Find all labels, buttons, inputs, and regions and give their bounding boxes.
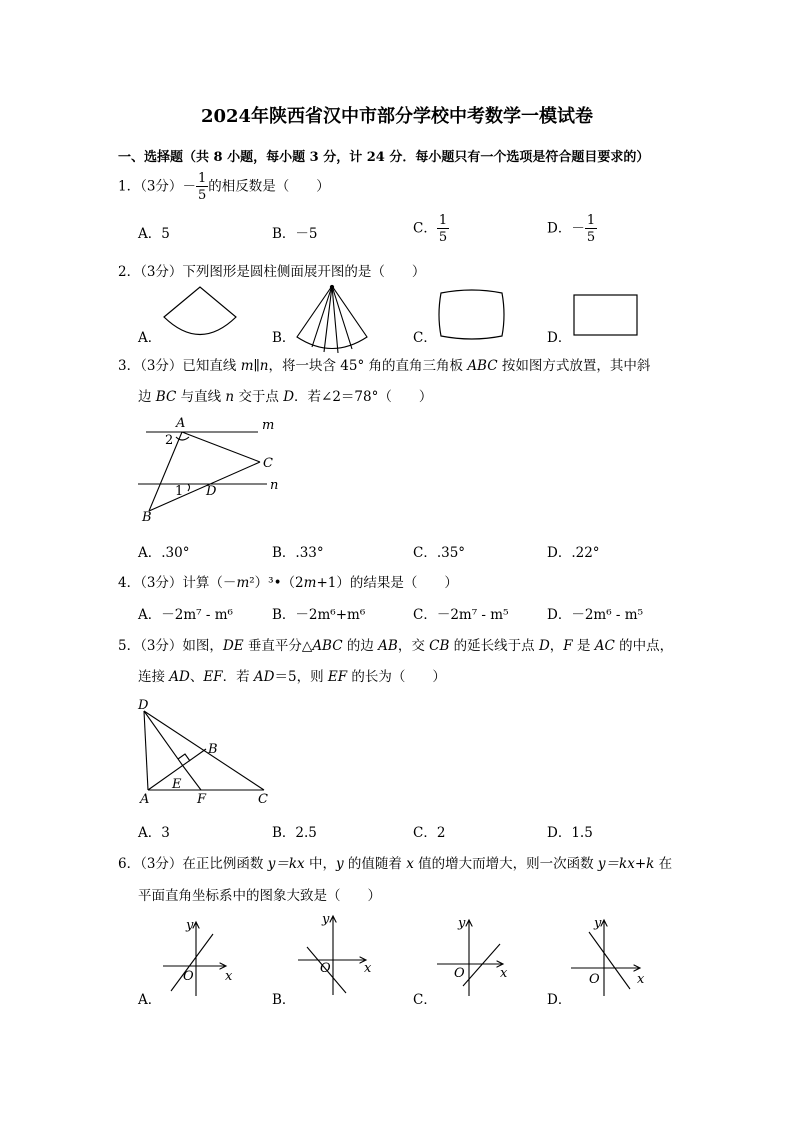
q5-label-C: C — [258, 792, 268, 807]
q3-label-C: C — [263, 456, 273, 471]
question-3-line-2: 边 BC 与直线 n 交于点 D．若∠2＝78°（ ） — [138, 389, 433, 405]
q6-d-x-label: x — [637, 972, 645, 987]
q6-a-y-label: y — [186, 918, 194, 933]
q6-option-a-label[interactable]: A． — [138, 992, 162, 1008]
question-5-line-1: 5．（3分）如图，DE 垂直平分△ABC 的边 AB，交 CB 的延长线于点 D，F 是 AC 的中点， — [118, 638, 674, 654]
q3-label-m: m — [262, 418, 275, 433]
q5-label-F: F — [197, 792, 207, 807]
section-heading: 一、选择题（共 8 小题，每小题 3 分，计 24 分．每小题只有一个选项是符合题目要求的） — [118, 150, 650, 165]
q5-label-E: E — [172, 777, 182, 792]
q3-label-1: 1 — [175, 484, 184, 499]
q6-a-origin: O — [183, 969, 194, 984]
question-6-line-2: 平面直角坐标系中的图象大致是（ ） — [138, 888, 381, 904]
question-5-line-2: 连接 AD、EF．若 AD＝5，则 EF 的长为（ ） — [138, 669, 446, 685]
q6-graph-c — [437, 920, 503, 996]
q6-option-c-label[interactable]: C． — [413, 992, 437, 1008]
q6-b-origin: O — [320, 961, 331, 976]
q6-graph-a — [163, 922, 226, 996]
q1-option-d[interactable]: D．－ $\frac{1}{5}$ — [547, 213, 596, 245]
q1-option-a[interactable]: A．5 — [138, 226, 170, 242]
q3-option-b[interactable]: B．.33° — [272, 545, 324, 561]
q1-minus: － — [182, 178, 196, 195]
q3-label-D: D — [206, 484, 217, 499]
q6-d-origin: O — [589, 972, 600, 987]
question-2: 2．（3分）下列图形是圆柱侧面展开图的是（ ） — [118, 264, 426, 280]
q5-option-c[interactable]: C．2 — [413, 825, 446, 841]
q6-graph-d — [571, 920, 640, 996]
q3-label-A: A — [176, 416, 186, 431]
q4-option-d[interactable]: D．－2m⁶ - m⁵ — [547, 607, 643, 623]
q2-option-c-label[interactable]: C． — [413, 330, 437, 346]
q6-b-x-label: x — [364, 961, 372, 976]
q3-option-c[interactable]: C．.35° — [413, 545, 466, 561]
q3-option-d[interactable]: D．.22° — [547, 545, 600, 561]
q5-option-b[interactable]: B．2.5 — [272, 825, 317, 841]
q4-option-a[interactable]: A．－2m⁷ - m⁶ — [138, 607, 233, 623]
q6-c-y-label: y — [458, 916, 466, 931]
q6-option-b-label[interactable]: B． — [272, 992, 296, 1008]
q4-option-c[interactable]: C．－2m⁷ - m⁵ — [413, 607, 509, 623]
q6-b-y-label: y — [322, 912, 330, 927]
q5-option-d[interactable]: D．1.5 — [547, 825, 593, 841]
q5-label-D: D — [138, 698, 149, 713]
q6-c-x-label: x — [500, 966, 508, 981]
q4-option-b[interactable]: B．－2m⁶+m⁶ — [272, 607, 366, 623]
question-3-line-1: 3．（3分）已知直线 m∥n，将一块含 45° 角的直角三角板 ABC 按如图方式放置，其中斜 — [118, 358, 651, 374]
page-title: 2024年陕西省汉中市部分学校中考数学一模试卷 — [200, 106, 594, 127]
q1-tail: 的相反数是（ ） — [208, 178, 330, 195]
q2-option-d-label[interactable]: D． — [547, 330, 572, 346]
q1-fraction: $\frac{1}{5}$ — [197, 171, 207, 203]
q6-graph-b — [298, 916, 366, 995]
q5-option-a[interactable]: A．3 — [138, 825, 170, 841]
question-6-line-1: 6．（3分）在正比例函数 y＝kx 中，y 的值随着 x 值的增大而增大，则一次函数 y＝kx+k 在 — [118, 856, 673, 872]
q3-label-n: n — [270, 478, 279, 493]
q3-option-a[interactable]: A．.30° — [138, 545, 190, 561]
q5-label-B: B — [208, 742, 218, 757]
q6-option-d-label[interactable]: D． — [547, 992, 572, 1008]
q2-option-b-label[interactable]: B． — [272, 330, 296, 346]
q3-label-B: B — [142, 510, 152, 525]
question-4: 4．（3分）计算（－m²）³•（2m+1）的结果是（ ） — [118, 575, 458, 591]
q5-label-A: A — [140, 792, 150, 807]
q1-option-b[interactable]: B．－5 — [272, 226, 318, 242]
q6-c-origin: O — [454, 966, 465, 981]
q6-d-y-label: y — [594, 916, 602, 931]
q1-number: 1．（3分） — [118, 178, 183, 195]
q2-option-a-label[interactable]: A． — [138, 330, 162, 346]
q6-a-x-label: x — [225, 969, 233, 984]
q3-label-2: 2 — [165, 433, 174, 448]
q1-option-c[interactable]: C． $\frac{1}{5}$ — [413, 213, 448, 245]
